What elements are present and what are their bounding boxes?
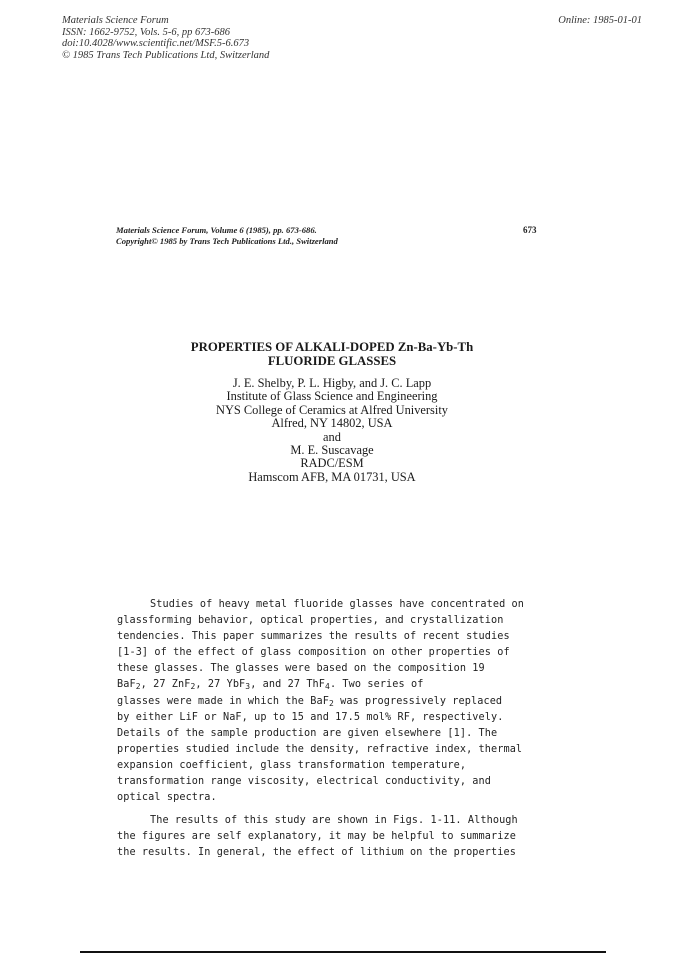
- bottom-rule: [80, 951, 606, 953]
- body-line: [117, 694, 524, 710]
- journal-doi: doi:10.4028/www.scientific.net/MSF.5-6.673: [62, 38, 250, 50]
- copyright-line: Copyright© 1985 by Trans Tech Publications Ltd., Switzerland: [116, 236, 338, 247]
- author-names: J. E. Shelby, P. L. Higby, and J. C. Lapp: [232, 376, 432, 390]
- title-line-2: FLUORIDE GLASSES: [267, 354, 397, 368]
- author-block: [120, 377, 544, 484]
- body-line: the results. In general, the effect of lithium on the properties: [117, 847, 516, 859]
- affiliation-2: NYS College of Ceramics at Alfred University: [216, 402, 448, 417]
- affiliation-1: Institute of Glass Science and Engineering: [226, 389, 438, 404]
- subscript: 2: [190, 682, 196, 692]
- body-line: the figures are self explanatory, it may be helpful to summarize: [117, 831, 516, 843]
- title-line-1: PROPERTIES OF ALKALI-DOPED Zn-Ba-Yb-Th: [190, 340, 474, 354]
- formula-baf: BaF: [117, 679, 136, 691]
- subscript: 2: [328, 698, 334, 708]
- online-date: Online: 1985-01-01: [558, 15, 642, 26]
- body-line: optical spectra.: [117, 792, 217, 804]
- subscript: 3: [245, 682, 251, 692]
- address-2: Hamscom AFB, MA 01731, USA: [248, 469, 416, 484]
- paper-title: [120, 340, 544, 368]
- formula-thf: , and 27 ThF: [250, 679, 326, 691]
- body-line: expansion coefficient, glass transformation temperature,: [117, 759, 467, 771]
- body-line: tendencies. This paper summarizes the results of recent studies: [117, 631, 510, 643]
- citation-line: Materials Science Forum, Volume 6 (1985), pp. 673-686.: [116, 225, 317, 235]
- body-line: by either LiF or NaF, up to 15 and 17.5 mol% RF, respectively.: [117, 711, 504, 723]
- author-separator: and: [323, 429, 341, 444]
- body-text: [117, 597, 524, 862]
- line-text: was progressively replaced: [333, 695, 503, 707]
- body-line: properties studied include the density, refractive index, thermal: [117, 743, 523, 755]
- page-number: 673: [523, 225, 537, 235]
- journal-name: Materials Science Forum: [62, 15, 169, 26]
- address-1: Alfred, NY 14802, USA: [271, 416, 393, 431]
- formula-znf: , 27 ZnF: [140, 679, 191, 691]
- author-name-2: M. E. Suscavage: [290, 443, 374, 458]
- body-line: The results of this study are shown in Figs. 1-11. Although: [150, 815, 518, 827]
- subscript: 4: [325, 682, 330, 692]
- body-line: Studies of heavy metal fluoride glasses have concentrated on: [150, 599, 525, 610]
- affiliation-3: RADC/ESM: [300, 456, 364, 471]
- body-line: transformation range viscosity, electrical conductivity, and: [117, 776, 492, 788]
- citation-block: [116, 225, 338, 248]
- formula-ybf: , 27 YbF: [195, 679, 246, 691]
- journal-header: [62, 15, 269, 61]
- journal-copyright: © 1985 Trans Tech Publications Ltd, Switzerland: [62, 49, 270, 61]
- line-text: glasses were made in which the BaF: [117, 695, 329, 707]
- formula-tail: . Two series of: [329, 679, 424, 691]
- subscript: 2: [135, 682, 141, 692]
- body-line: glassforming behavior, optical properties, and crystallization: [117, 615, 504, 627]
- composition-line: [117, 677, 524, 693]
- body-line: [1-3] of the effect of glass composition on other properties of: [117, 647, 510, 659]
- body-line: Details of the sample production are given elsewhere [1]. The: [117, 727, 498, 739]
- journal-issn: ISSN: 1662-9752, Vols. 5-6, pp 673-686: [62, 26, 230, 38]
- body-line: these glasses. The glasses were based on the composition 19: [117, 663, 485, 675]
